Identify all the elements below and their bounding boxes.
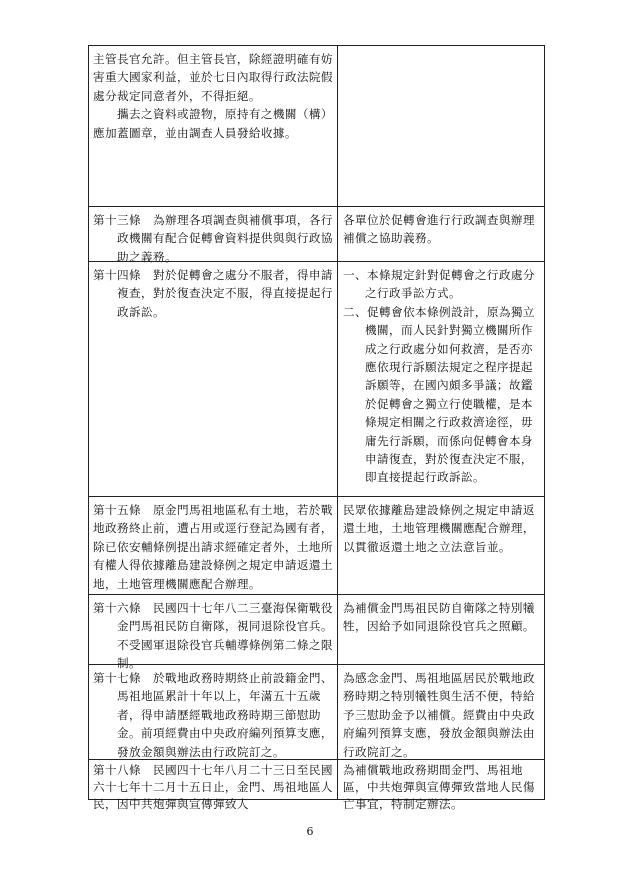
article-14-text: 第十四條 對於促轉會之處分不服者，得申請複查，對於復查決定不服，得直接提起行政訴訟。 (93, 268, 333, 319)
right-cell (338, 665, 544, 759)
article-15-note: 民眾依據離島建設條例之規定申請返還土地，土地管理機關應配合辦理，以貫徹返還土地之立法意旨並。 (343, 503, 535, 554)
article-18-text: 第十八條 民國四十七年八月二十三日至民國六十七年十二月十五日止，金門、馬祖地區人民，因中共炮彈與宣傳彈致人 (93, 763, 333, 811)
table-row (89, 496, 544, 594)
table-row (89, 759, 544, 811)
article-18-note: 為補償戰地政務期間金門、馬祖地區，中共炮彈與宣傳彈致當地人民傷亡事宜，特制定辦法。 (343, 763, 535, 811)
article-17-note: 為感念金門、馬祖地區居民於戰地政務時期之特別犧牲與生活不便，特給予三慰助金予以補償。經費由中央政府編列預算支應，發放金額與辦法由行政院訂之。 (343, 671, 535, 759)
article-17-text: 第十七條 於戰地政務時期終止前設籍金門、馬祖地區累計十年以上，年滿五十五歲者，得申請歷經戰地政務時期三節慰助金。前項經費由中央政府編列預算支應，發放金額與辦法由行政院訂之。 (93, 671, 333, 759)
right-cell (338, 207, 544, 261)
article-15-text: 第十五條 原金門馬祖地區私有土地，若於戰地政務終止前，遭占用或逕行登記為國有者，除已依安輔條例提出請求經確定者外，土地所有權人得依據離島建設條例之規定申請返還土地，土地管理機關應配合辦理。 (93, 503, 333, 591)
right-cell (338, 595, 544, 664)
article-13-text: 第十三條 為辦理各項調查與補償事項，各行政機關有配合促轉會資料提供與與行政協助之義務。 (93, 213, 333, 264)
paragraph: 攜去之資料或證物，原持有之機關（構）應加蓋圖章，並由調查人員發給收據。 (93, 107, 333, 140)
table-row (89, 46, 544, 206)
article-16-note: 為補償金門馬祖民防自衛隊之特別犧牲，因給予如同退除役官兵之照顧。 (343, 601, 535, 634)
article-16-text: 第十六條 民國四十七年八二三臺海保衛戰役金門馬祖民防自衛隊，視同退除役官兵。不受國軍退除役官兵輔導條例第二條之限制。 (93, 601, 333, 671)
left-cell (89, 595, 337, 671)
right-cell (338, 262, 544, 496)
article-13-note: 各單位於促轉會進行行政調查與辦理補償之協助義務。 (343, 213, 535, 246)
left-cell (89, 262, 337, 496)
left-cell (89, 760, 337, 811)
left-cell (89, 207, 337, 264)
right-cell (338, 760, 544, 811)
right-cell (338, 46, 544, 206)
right-cell (338, 497, 544, 594)
left-cell (89, 497, 337, 594)
left-cell (89, 46, 337, 206)
article-14-note-item: 一、本條規定針對促轉會之行政處分之行政爭訟方式。 (343, 268, 535, 301)
paragraph: 主管長官允許。但主管長官，除經證明確有妨害重大國家利益，並於七日內取得行政法院假處分裁定同意者外，不得拒絕。 (93, 52, 333, 103)
table-row (89, 594, 544, 671)
table-row (89, 664, 544, 759)
document-table (88, 45, 545, 811)
article-14-note-item: 二、促轉會依本條例設計，原為獨立機關，而人民針對獨立機關所作成之行政處分如何救濟，是否亦應依現行訴願法規定之程序提起訴願等，在國內頗多爭議；故鑑於促轉會之獨立行使職權，是本條規定相關之行政救濟途徑，毋庸先行訴願，而係向促轉會本身申請復查，對於復查決定不服，即直接提起行政訴訟。 (343, 304, 535, 485)
table-row (89, 261, 544, 496)
page-number: 6 (306, 825, 314, 838)
table-row (89, 206, 544, 264)
left-cell (89, 665, 337, 759)
